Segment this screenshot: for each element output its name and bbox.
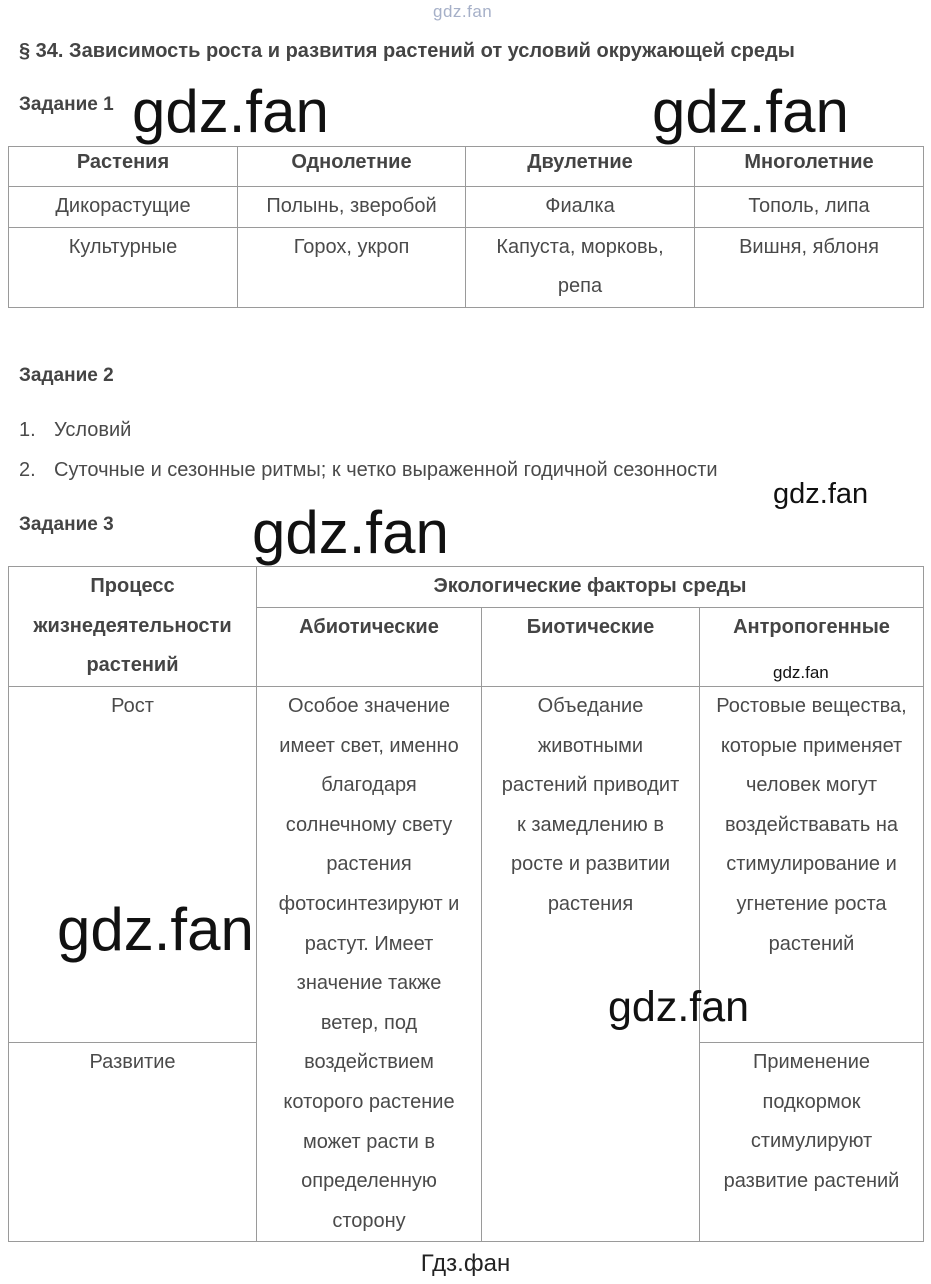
watermark: gdz.fan (132, 78, 329, 145)
table-row (9, 687, 924, 1043)
table-cell: Дикорастущие (9, 187, 238, 228)
watermark: gdz.fan (773, 478, 869, 510)
list-text: Условий (54, 419, 132, 441)
process-cell: Развитие (9, 1043, 257, 1242)
watermark: gdz.fan (57, 896, 254, 963)
anthropogenic-header: Антропогенные (700, 608, 924, 687)
watermark: gdz.fan (608, 983, 750, 1031)
watermark: gdz.fan (252, 499, 449, 566)
table-header-row (9, 567, 924, 608)
task1-table (8, 146, 924, 308)
watermark: gdz.fan (773, 663, 829, 682)
watermark: gdz.fan (652, 78, 849, 145)
task1-heading: Задание 1 (19, 94, 114, 115)
table-row (9, 228, 924, 308)
list-item (19, 419, 131, 442)
anthropogenic-cell: Применение подкормок стимулируют развитие растений (700, 1043, 924, 1242)
process-cell: Рост (9, 687, 257, 1043)
watermark-top: gdz.fan (433, 2, 493, 21)
biotic-cell: Объедание животными растений приводит к замедлению в росте и развитии растения (482, 687, 700, 1242)
factors-header: Экологические факторы среды (257, 567, 924, 608)
table-cell: Тополь, липа (695, 187, 924, 228)
task3-heading: Задание 3 (19, 514, 114, 535)
table-header-row (9, 147, 924, 187)
biotic-header: Биотические (482, 608, 700, 687)
table-cell: Капуста, морковь, репа (466, 228, 695, 308)
footer-watermark: Гдз.фан (420, 1250, 511, 1277)
process-header: Процесс жизнедеятельности растений (9, 567, 257, 687)
table-header-cell: Растения (9, 147, 238, 187)
list-item (19, 459, 718, 482)
anthropogenic-cell: Ростовые вещества, которые применяет человек могут воздействавать на стимулирование и угнетение роста растений (700, 687, 924, 1043)
table-cell: Фиалка (466, 187, 695, 228)
abiotic-header: Абиотические (257, 608, 482, 687)
table-cell: Горох, укроп (238, 228, 466, 308)
task2-heading: Задание 2 (19, 365, 114, 386)
table-header-cell: Однолетние (238, 147, 466, 187)
list-text: Суточные и сезонные ритмы; к четко выраженной годичной сезонности (54, 459, 718, 481)
table-cell: Культурные (9, 228, 238, 308)
table-row (9, 187, 924, 228)
table-cell: Полынь, зверобой (238, 187, 466, 228)
list-number: 2. (19, 459, 36, 481)
table-header-cell: Двулетние (466, 147, 695, 187)
table-header-cell: Многолетние (695, 147, 924, 187)
table-cell: Вишня, яблоня (695, 228, 924, 308)
list-number: 1. (19, 419, 36, 441)
abiotic-cell: Особое значение имеет свет, именно благодаря солнечному свету растения фотосинтезируют и растут. Имеет значение также ветер, под воздействием которого растение может расти в определенную сторону (257, 687, 482, 1242)
page-title: § 34. Зависимость роста и развития растений от условий окружающей среды (19, 40, 795, 62)
